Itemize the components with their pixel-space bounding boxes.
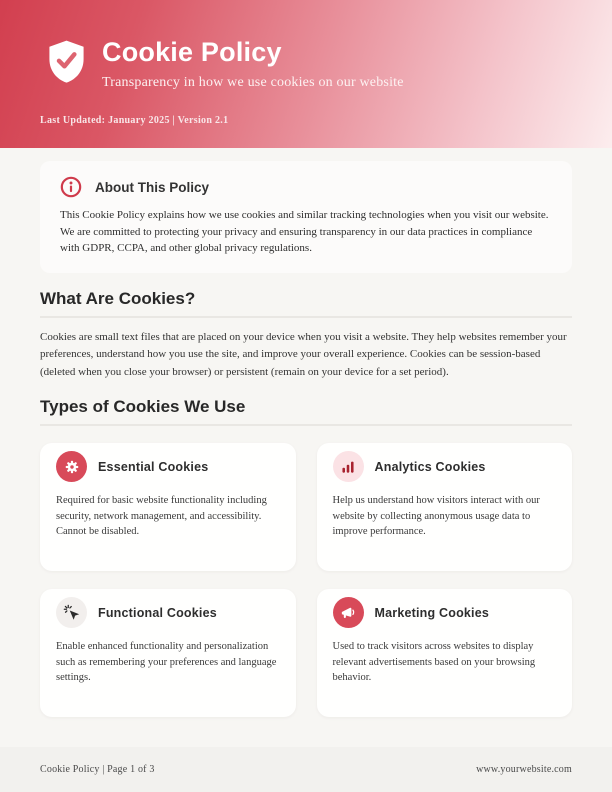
info-icon [60,176,82,198]
card-description: Help us understand how visitors interact with our website by collecting anonymous usage data to improve performance. [332,495,540,537]
card-title: Marketing Cookies [374,605,490,620]
what-are-cookies-text: Cookies are small text files that are placed on your device when you visit a website. They help websites remember your preferences, understand how you use the site, and improve your overall experience. Cookies can be session-based (deleted when you close your browser) or persistent (remain on your device for a set period). [40,330,567,378]
card-description: Required for basic website functionality including security, network management, and accessibility. Cannot be disabled. [56,495,267,537]
card-title: Functional Cookies [98,605,217,620]
page-title: Cookie Policy [102,37,282,67]
megaphone-icon [333,597,364,628]
page-subtitle: Transparency in how we use cookies on our website [102,75,404,90]
card-description: Enable enhanced functionality and personalization such as remembering your preferences and language settings. [56,641,277,683]
section-title-types-of-cookies: Types of Cookies We Use [40,397,572,426]
card-marketing-cookies [317,589,573,717]
footer-website-link[interactable]: www.yourwebsite.com [476,764,572,775]
document-footer [0,747,612,792]
card-functional-cookies [40,589,296,717]
cookie-type-cards [40,443,572,717]
cursor-click-icon [56,597,87,628]
card-title: Essential Cookies [98,459,209,474]
document-header [0,0,612,148]
last-updated-version: Last Updated: January 2025 | Version 2.1 [40,115,229,126]
section-title-what-are-cookies: What Are Cookies? [40,289,572,318]
gear-icon [56,451,87,482]
shield-check-icon [46,39,87,84]
bar-chart-icon [333,451,364,482]
about-policy-text: This Cookie Policy explains how we use cookies and similar tracking technologies when you visit our website. We are committed to protecting your privacy and ensuring transparency in our data practices in compliance with GDPR, CCPA, and other global privacy regulations. [60,209,549,254]
card-essential-cookies [40,443,296,571]
card-analytics-cookies [317,443,573,571]
about-policy-title: About This Policy [95,179,210,195]
footer-page-indicator: Cookie Policy | Page 1 of 3 [40,764,155,775]
card-title: Analytics Cookies [374,459,486,474]
card-description: Used to track visitors across websites to display relevant advertisements based on your browsing behavior. [332,641,536,683]
about-policy-box [40,161,572,273]
